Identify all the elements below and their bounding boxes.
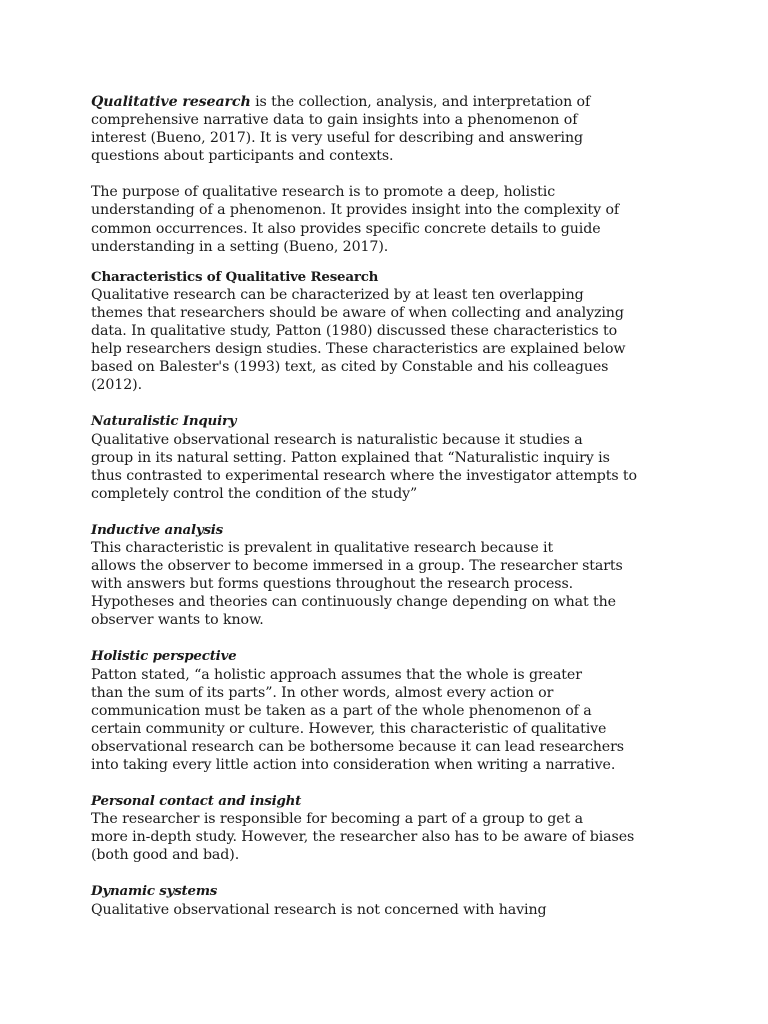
section-line: Qualitative observational research is not concerned with having (91, 901, 547, 918)
intro-term: Qualitative research (91, 94, 251, 110)
section-line: Qualitative observational research is naturalistic because it studies a (91, 431, 583, 448)
characteristics-line-3: data. In qualitative study, Patton (1980) discussed these characteristics to (91, 323, 618, 340)
purpose-line-4: understanding in a setting (Bueno, 2017). (91, 238, 389, 255)
characteristics-section (91, 268, 671, 395)
section-inductive-analysis (91, 521, 671, 630)
section-naturalistic-inquiry (91, 412, 671, 502)
characteristics-line-1: Qualitative research can be characterized by at least ten overlapping (91, 286, 584, 303)
section-heading: Inductive analysis (91, 521, 224, 538)
section-line: observational research can be bothersome because it can lead researchers (91, 738, 624, 755)
section-line: Patton stated, “a holistic approach assumes that the whole is greater (91, 666, 582, 683)
intro-line-1 (91, 93, 671, 111)
section-line: into taking every little action into consideration when writing a narrative. (91, 757, 616, 773)
section-holistic-perspective (91, 647, 671, 774)
intro-line-4: questions about participants and contexts. (91, 148, 394, 165)
spacer (91, 256, 671, 268)
characteristics-line-2: themes that researchers should be aware of when collecting and analyzing (91, 304, 624, 321)
section-line: Hypotheses and theories can continuously change depending on what the (91, 594, 616, 611)
section-line: more in-depth study. However, the researcher also has to be aware of biases (91, 829, 635, 846)
spacer (91, 503, 671, 521)
section-line: completely control the condition of the study” (91, 485, 418, 502)
characteristics-heading: Characteristics of Qualitative Research (91, 268, 379, 285)
intro-line-3: interest (Bueno, 2017). It is very useful for describing and answering (91, 130, 584, 147)
section-heading: Personal contact and insight (91, 793, 302, 810)
section-line: allows the observer to become immersed in a group. The researcher starts (91, 558, 623, 575)
purpose-line-3: common occurrences. It also provides specific concrete details to guide (91, 220, 601, 237)
intro-line-2: comprehensive narrative data to gain insights into a phenomenon of (91, 112, 578, 129)
characteristics-line-6: (2012). (91, 377, 142, 394)
purpose-paragraph (91, 183, 671, 255)
section-line: thus contrasted to experimental research where the investigator attempts to (91, 467, 637, 484)
section-personal-contact (91, 792, 671, 864)
spacer (91, 774, 671, 792)
section-dynamic-systems (91, 882, 671, 918)
section-line: with answers but forms questions throughout the research process. (91, 576, 574, 593)
section-line: than the sum of its parts”. In other words, almost every action or (91, 684, 554, 701)
purpose-line-1: The purpose of qualitative research is to promote a deep, holistic (91, 184, 556, 201)
intro-paragraph (91, 93, 671, 165)
spacer (91, 864, 671, 882)
section-line: This characteristic is prevalent in qualitative research because it (91, 539, 554, 556)
characteristics-line-4: help researchers design studies. These characteristics are explained below (91, 341, 626, 358)
section-line: (both good and bad). (91, 847, 240, 864)
section-heading: Naturalistic Inquiry (91, 413, 237, 430)
intro-line-1-text: is the collection, analysis, and interpretation of (250, 94, 591, 110)
section-line: certain community or culture. However, this characteristic of qualitative (91, 720, 607, 737)
spacer (91, 629, 671, 647)
spacer (91, 165, 671, 183)
spacer (91, 394, 671, 412)
section-line: group in its natural setting. Patton explained that “Naturalistic inquiry is (91, 449, 610, 466)
purpose-line-2: understanding of a phenomenon. It provides insight into the complexity of (91, 202, 620, 219)
characteristics-line-5: based on Balester's (1993) text, as cited by Constable and his colleagues (91, 359, 609, 376)
section-line: observer wants to know. (91, 612, 264, 629)
document-page (91, 93, 671, 919)
section-line: The researcher is responsible for becoming a part of a group to get a (91, 811, 583, 828)
section-line: communication must be taken as a part of the whole phenomenon of a (91, 702, 592, 719)
section-heading: Holistic perspective (91, 648, 237, 665)
section-heading: Dynamic systems (91, 883, 218, 900)
